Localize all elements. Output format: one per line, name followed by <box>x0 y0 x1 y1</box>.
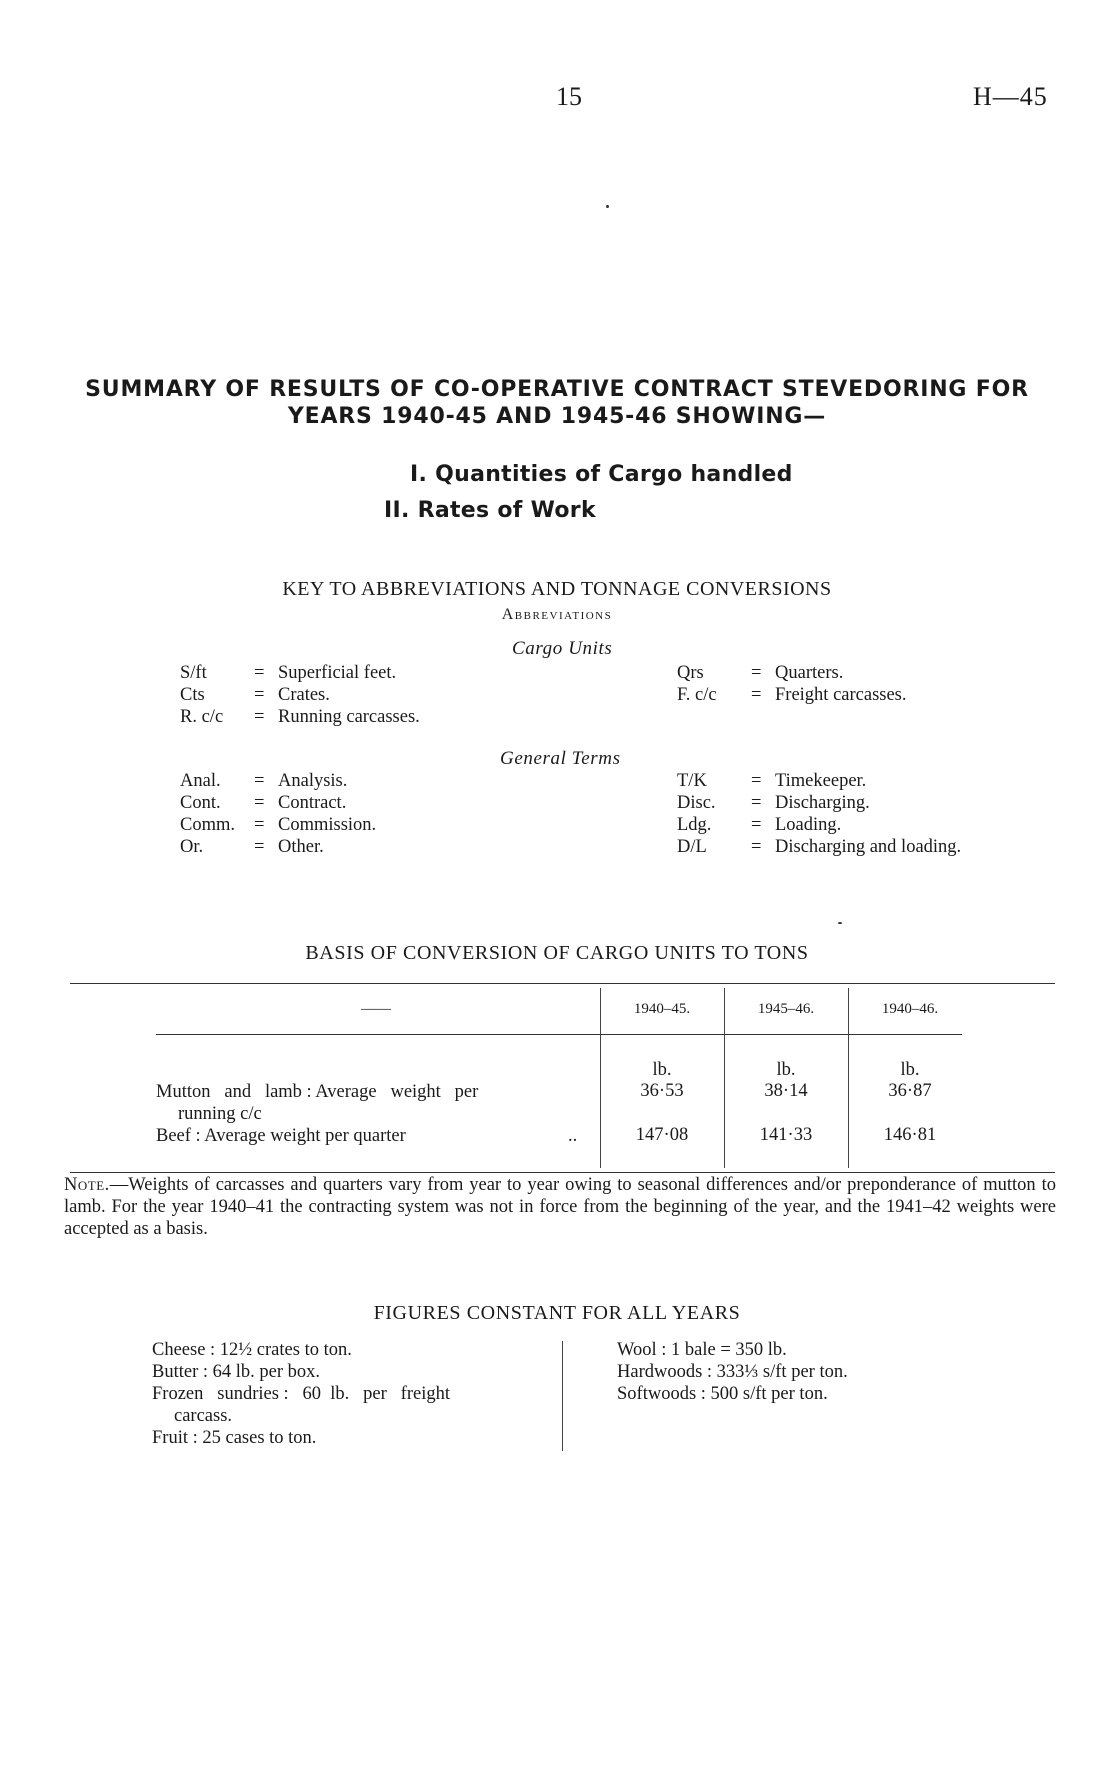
equals-sign: = <box>751 685 762 705</box>
title-line-1: SUMMARY OF RESULTS OF CO-OPERATIVE CONTRACT STEVEDORING FOR <box>85 377 1029 402</box>
figures-column-divider <box>562 1341 563 1451</box>
abbr-row <box>677 684 907 706</box>
equals-sign: = <box>254 793 265 813</box>
abbr-meaning: Contract. <box>278 793 347 813</box>
abbr-key: Cont. <box>180 793 221 813</box>
column-header: 1940–45. <box>633 1001 691 1017</box>
title-item-2: II. Rates of Work <box>384 498 596 523</box>
abbr-row <box>677 770 961 792</box>
table-cell: 36·53 <box>640 1081 684 1101</box>
equals-sign: = <box>751 793 762 813</box>
print-speck <box>606 205 609 208</box>
figures-heading: FIGURES CONSTANT FOR ALL YEARS <box>373 1302 741 1324</box>
figure-item: Hardwoods : 333⅓ s/ft per ton. <box>617 1362 848 1382</box>
basis-heading: BASIS OF CONVERSION OF CARGO UNITS TO TONS <box>305 942 809 964</box>
abbr-key: F. c/c <box>677 685 717 705</box>
abbr-meaning: Superficial feet. <box>278 663 397 683</box>
equals-sign: = <box>254 685 265 705</box>
unit-label: lb. <box>900 1060 920 1080</box>
abbr-meaning: Discharging and loading. <box>775 837 962 857</box>
abbr-key: D/L <box>677 837 707 857</box>
abbreviations-heading: Abbreviations <box>501 606 613 623</box>
abbr-key: Ldg. <box>677 815 712 835</box>
page-reference: H—45 <box>973 82 1048 111</box>
table-cell: 147·08 <box>635 1125 689 1145</box>
abbr-row <box>180 814 376 836</box>
abbr-key: Disc. <box>677 793 716 813</box>
abbr-key: Cts <box>180 685 205 705</box>
figure-item: Softwoods : 500 s/ft per ton. <box>617 1384 828 1404</box>
cargo-units-left-list <box>180 662 420 728</box>
abbr-row <box>677 836 961 858</box>
note-text: —Weights of carcasses and quarters vary from year to year owing to seasonal differences and/or preponderance of mutton to lamb. For the year 1940–41 the contracting system was not in force from the beginning of the year, and the 1941–42 weights were accepted as a basis. <box>64 1175 1056 1239</box>
cargo-units-heading: Cargo Units <box>512 638 613 659</box>
abbr-row <box>180 662 420 684</box>
equals-sign: = <box>254 771 265 791</box>
abbr-row <box>677 792 961 814</box>
row-label: Mutton and lamb : Average weight per <box>156 1082 479 1102</box>
general-terms-heading: General Terms <box>500 748 621 769</box>
cargo-units-right-list <box>677 662 907 706</box>
figure-item-continued: carcass. <box>174 1406 233 1426</box>
figure-item: Cheese : 12½ crates to ton. <box>152 1340 352 1360</box>
row-label: Beef : Average weight per quarter <box>156 1126 406 1146</box>
title-line-2: YEARS 1940-45 AND 1945-46 SHOWING— <box>287 404 827 429</box>
table-cell: 146·81 <box>883 1125 937 1145</box>
abbr-key: Anal. <box>180 771 221 791</box>
equals-sign: = <box>254 707 265 727</box>
header-blank-cell: —— <box>361 1001 391 1017</box>
abbr-row <box>180 792 376 814</box>
abbr-key: R. c/c <box>180 707 224 727</box>
abbr-key: T/K <box>677 771 707 791</box>
column-header: 1945–46. <box>757 1001 815 1017</box>
abbr-key: Qrs <box>677 663 704 683</box>
abbr-row <box>677 814 961 836</box>
key-heading: KEY TO ABBREVIATIONS AND TONNAGE CONVERSIONS <box>282 578 832 600</box>
abbr-row <box>180 836 376 858</box>
abbr-meaning: Running carcasses. <box>278 707 420 727</box>
equals-sign: = <box>751 663 762 683</box>
abbr-meaning: Freight carcasses. <box>775 685 907 705</box>
general-terms-right-list <box>677 770 961 858</box>
title-item-1: I. Quantities of Cargo handled <box>410 462 793 487</box>
equals-sign: = <box>254 663 265 683</box>
abbr-meaning: Commission. <box>278 815 377 835</box>
abbr-meaning: Quarters. <box>775 663 844 683</box>
abbr-meaning: Analysis. <box>278 771 348 791</box>
figure-item: Wool : 1 bale = 350 lb. <box>617 1340 787 1360</box>
abbr-meaning: Timekeeper. <box>775 771 867 791</box>
equals-sign: = <box>751 837 762 857</box>
abbr-row <box>180 770 376 792</box>
abbr-meaning: Discharging. <box>775 793 870 813</box>
note-paragraph <box>64 1174 1056 1240</box>
print-speck <box>838 922 842 924</box>
unit-label: lb. <box>652 1060 672 1080</box>
note-lead: Note. <box>64 1175 110 1195</box>
abbr-key: Comm. <box>180 815 235 835</box>
table-cell: 38·14 <box>764 1081 808 1101</box>
column-header: 1940–46. <box>881 1001 939 1017</box>
abbr-meaning: Crates. <box>278 685 330 705</box>
abbr-meaning: Other. <box>278 837 324 857</box>
figure-item: Fruit : 25 cases to ton. <box>152 1428 317 1448</box>
general-terms-left-list <box>180 770 376 858</box>
page-number: 15 <box>556 82 582 111</box>
row-label-continued: running c/c <box>178 1104 262 1124</box>
abbr-meaning: Loading. <box>775 815 842 835</box>
table-cell: 141·33 <box>759 1125 813 1145</box>
leader-dots: .. <box>568 1126 578 1146</box>
abbr-key: S/ft <box>180 663 207 683</box>
figure-item: Frozen sundries : 60 lb. per freight <box>152 1384 450 1404</box>
table-top-rule <box>70 983 1055 984</box>
abbr-row <box>677 662 907 684</box>
equals-sign: = <box>751 815 762 835</box>
table-bottom-rule <box>70 1172 1055 1173</box>
figure-item: Butter : 64 lb. per box. <box>152 1362 321 1382</box>
equals-sign: = <box>254 837 265 857</box>
document-title <box>60 376 1054 430</box>
equals-sign: = <box>751 771 762 791</box>
abbr-key: Or. <box>180 837 204 857</box>
table-header-rule <box>156 1034 962 1035</box>
table-cell: 36·87 <box>888 1081 932 1101</box>
equals-sign: = <box>254 815 265 835</box>
unit-label: lb. <box>776 1060 796 1080</box>
abbr-row <box>180 684 420 706</box>
abbr-row <box>180 706 420 728</box>
